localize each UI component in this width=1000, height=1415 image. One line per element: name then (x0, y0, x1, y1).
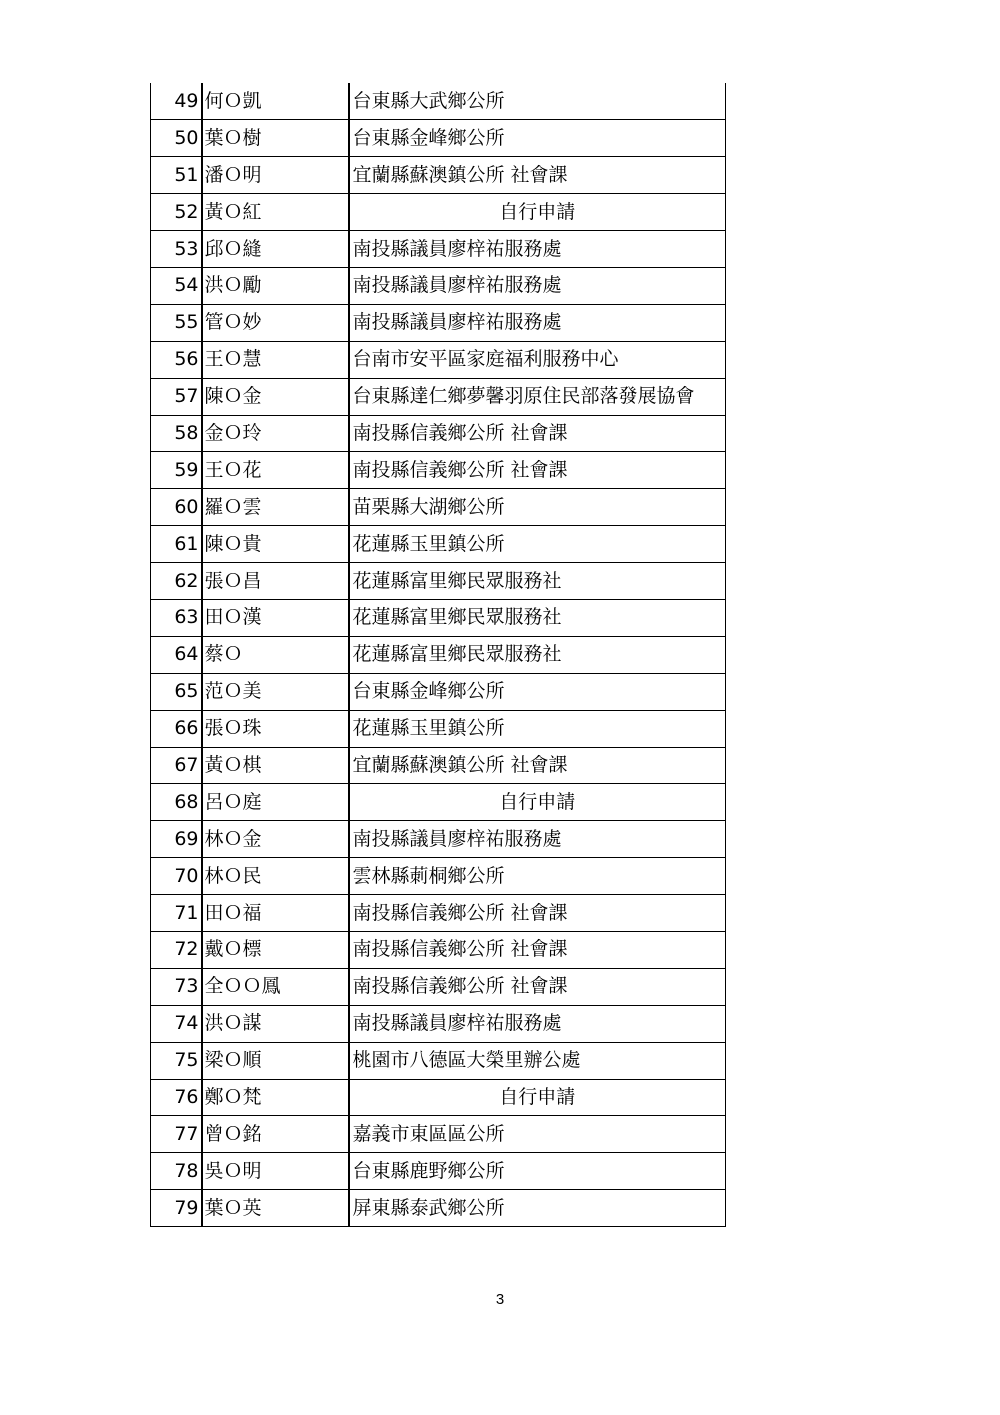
applicant-name: 范Ｏ美 (202, 673, 349, 710)
table-row (151, 821, 726, 858)
referring-unit: 南投縣信義鄉公所 社會課 (349, 895, 726, 932)
referring-unit: 台東縣金峰鄉公所 (349, 673, 726, 710)
referring-unit: 南投縣信義鄉公所 社會課 (349, 931, 726, 968)
referring-unit: 台東縣大武鄉公所 (349, 83, 726, 120)
applicant-name: 吳Ｏ明 (202, 1153, 349, 1190)
applicant-name: 邱Ｏ縫 (202, 231, 349, 268)
applicant-name: 王Ｏ花 (202, 452, 349, 489)
row-number: 62 (151, 563, 202, 600)
referring-unit: 台東縣金峰鄉公所 (349, 120, 726, 157)
row-number: 61 (151, 526, 202, 563)
row-number: 63 (151, 599, 202, 636)
applicant-name: 洪Ｏ勵 (202, 267, 349, 304)
applicant-name: 田Ｏ漢 (202, 599, 349, 636)
applicant-name: 蔡Ｏ (202, 636, 349, 673)
referring-unit: 花蓮縣富里鄉民眾服務社 (349, 563, 726, 600)
table-row (151, 341, 726, 378)
table-row (151, 120, 726, 157)
referring-unit: 花蓮縣富里鄉民眾服務社 (349, 636, 726, 673)
referring-unit: 桃園市八德區大榮里辦公處 (349, 1042, 726, 1079)
row-number: 55 (151, 304, 202, 341)
row-number: 53 (151, 231, 202, 268)
applicant-name: 潘Ｏ明 (202, 157, 349, 194)
table-row (151, 636, 726, 673)
table-row (151, 563, 726, 600)
table-row (151, 83, 726, 120)
row-number: 65 (151, 673, 202, 710)
applicant-name: 鄭Ｏ梵 (202, 1079, 349, 1116)
row-number: 56 (151, 341, 202, 378)
row-number: 72 (151, 931, 202, 968)
table-row (151, 931, 726, 968)
table-row (151, 267, 726, 304)
referring-unit: 自行申請 (349, 784, 726, 821)
roster-body (151, 83, 726, 1227)
referring-unit: 南投縣議員廖梓祐服務處 (349, 1005, 726, 1042)
referring-unit: 南投縣信義鄉公所 社會課 (349, 415, 726, 452)
referring-unit: 花蓮縣富里鄉民眾服務社 (349, 599, 726, 636)
applicant-name: 戴Ｏ標 (202, 931, 349, 968)
referring-unit: 嘉義市東區區公所 (349, 1116, 726, 1153)
row-number: 70 (151, 858, 202, 895)
referring-unit: 台東縣鹿野鄉公所 (349, 1153, 726, 1190)
applicant-name: 羅Ｏ雲 (202, 489, 349, 526)
page-number: 3 (495, 1291, 505, 1308)
table-row (151, 784, 726, 821)
table-row (151, 673, 726, 710)
row-number: 50 (151, 120, 202, 157)
row-number: 79 (151, 1190, 202, 1227)
row-number: 64 (151, 636, 202, 673)
row-number: 57 (151, 378, 202, 415)
applicant-name: 梁Ｏ順 (202, 1042, 349, 1079)
table-row (151, 1190, 726, 1227)
referring-unit: 花蓮縣玉里鎮公所 (349, 710, 726, 747)
applicant-name: 田Ｏ福 (202, 895, 349, 932)
referring-unit: 南投縣信義鄉公所 社會課 (349, 968, 726, 1005)
table-row (151, 378, 726, 415)
applicant-name: 葉Ｏ樹 (202, 120, 349, 157)
row-number: 59 (151, 452, 202, 489)
referring-unit: 宜蘭縣蘇澳鎮公所 社會課 (349, 157, 726, 194)
row-number: 69 (151, 821, 202, 858)
referring-unit: 屏東縣泰武鄉公所 (349, 1190, 726, 1227)
row-number: 78 (151, 1153, 202, 1190)
table-row (151, 1116, 726, 1153)
table-row (151, 747, 726, 784)
table-row (151, 415, 726, 452)
table-row (151, 599, 726, 636)
applicant-name: 張Ｏ珠 (202, 710, 349, 747)
row-number: 58 (151, 415, 202, 452)
table-row (151, 157, 726, 194)
row-number: 76 (151, 1079, 202, 1116)
applicant-name: 管Ｏ妙 (202, 304, 349, 341)
table-row (151, 895, 726, 932)
applicant-name: 洪Ｏ謀 (202, 1005, 349, 1042)
row-number: 49 (151, 83, 202, 120)
applicant-name: 林Ｏ民 (202, 858, 349, 895)
applicant-name: 王Ｏ慧 (202, 341, 349, 378)
applicant-name: 陳Ｏ金 (202, 378, 349, 415)
referring-unit: 南投縣信義鄉公所 社會課 (349, 452, 726, 489)
applicant-name: 陳Ｏ貴 (202, 526, 349, 563)
referring-unit: 自行申請 (349, 1079, 726, 1116)
applicant-name: 林Ｏ金 (202, 821, 349, 858)
table-row (151, 526, 726, 563)
referring-unit: 宜蘭縣蘇澳鎮公所 社會課 (349, 747, 726, 784)
table-row (151, 489, 726, 526)
table-row (151, 1153, 726, 1190)
row-number: 60 (151, 489, 202, 526)
referring-unit: 自行申請 (349, 194, 726, 231)
applicant-name: 張Ｏ昌 (202, 563, 349, 600)
table-row (151, 968, 726, 1005)
table-row (151, 304, 726, 341)
applicant-name: 金Ｏ玲 (202, 415, 349, 452)
row-number: 52 (151, 194, 202, 231)
table-row (151, 858, 726, 895)
roster-table (150, 83, 726, 1227)
applicant-name: 呂Ｏ庭 (202, 784, 349, 821)
applicant-name: 全ＯＯ鳳 (202, 968, 349, 1005)
row-number: 67 (151, 747, 202, 784)
row-number: 73 (151, 968, 202, 1005)
applicant-name: 黃Ｏ紅 (202, 194, 349, 231)
applicant-name: 黃Ｏ棋 (202, 747, 349, 784)
row-number: 75 (151, 1042, 202, 1079)
row-number: 74 (151, 1005, 202, 1042)
row-number: 54 (151, 267, 202, 304)
table-row (151, 1005, 726, 1042)
applicant-name: 何Ｏ凱 (202, 83, 349, 120)
table-row (151, 231, 726, 268)
referring-unit: 台東縣達仁鄉夢馨羽原住民部落發展協會 (349, 378, 726, 415)
row-number: 68 (151, 784, 202, 821)
table-row (151, 1079, 726, 1116)
referring-unit: 南投縣議員廖梓祐服務處 (349, 267, 726, 304)
row-number: 71 (151, 895, 202, 932)
referring-unit: 南投縣議員廖梓祐服務處 (349, 821, 726, 858)
referring-unit: 台南市安平區家庭福利服務中心 (349, 341, 726, 378)
table-row (151, 452, 726, 489)
row-number: 77 (151, 1116, 202, 1153)
table-row (151, 710, 726, 747)
table-row (151, 194, 726, 231)
referring-unit: 苗栗縣大湖鄉公所 (349, 489, 726, 526)
referring-unit: 南投縣議員廖梓祐服務處 (349, 231, 726, 268)
referring-unit: 花蓮縣玉里鎮公所 (349, 526, 726, 563)
referring-unit: 南投縣議員廖梓祐服務處 (349, 304, 726, 341)
referring-unit: 雲林縣莿桐鄉公所 (349, 858, 726, 895)
row-number: 51 (151, 157, 202, 194)
applicant-name: 葉Ｏ英 (202, 1190, 349, 1227)
applicant-name: 曾Ｏ銘 (202, 1116, 349, 1153)
row-number: 66 (151, 710, 202, 747)
table-row (151, 1042, 726, 1079)
